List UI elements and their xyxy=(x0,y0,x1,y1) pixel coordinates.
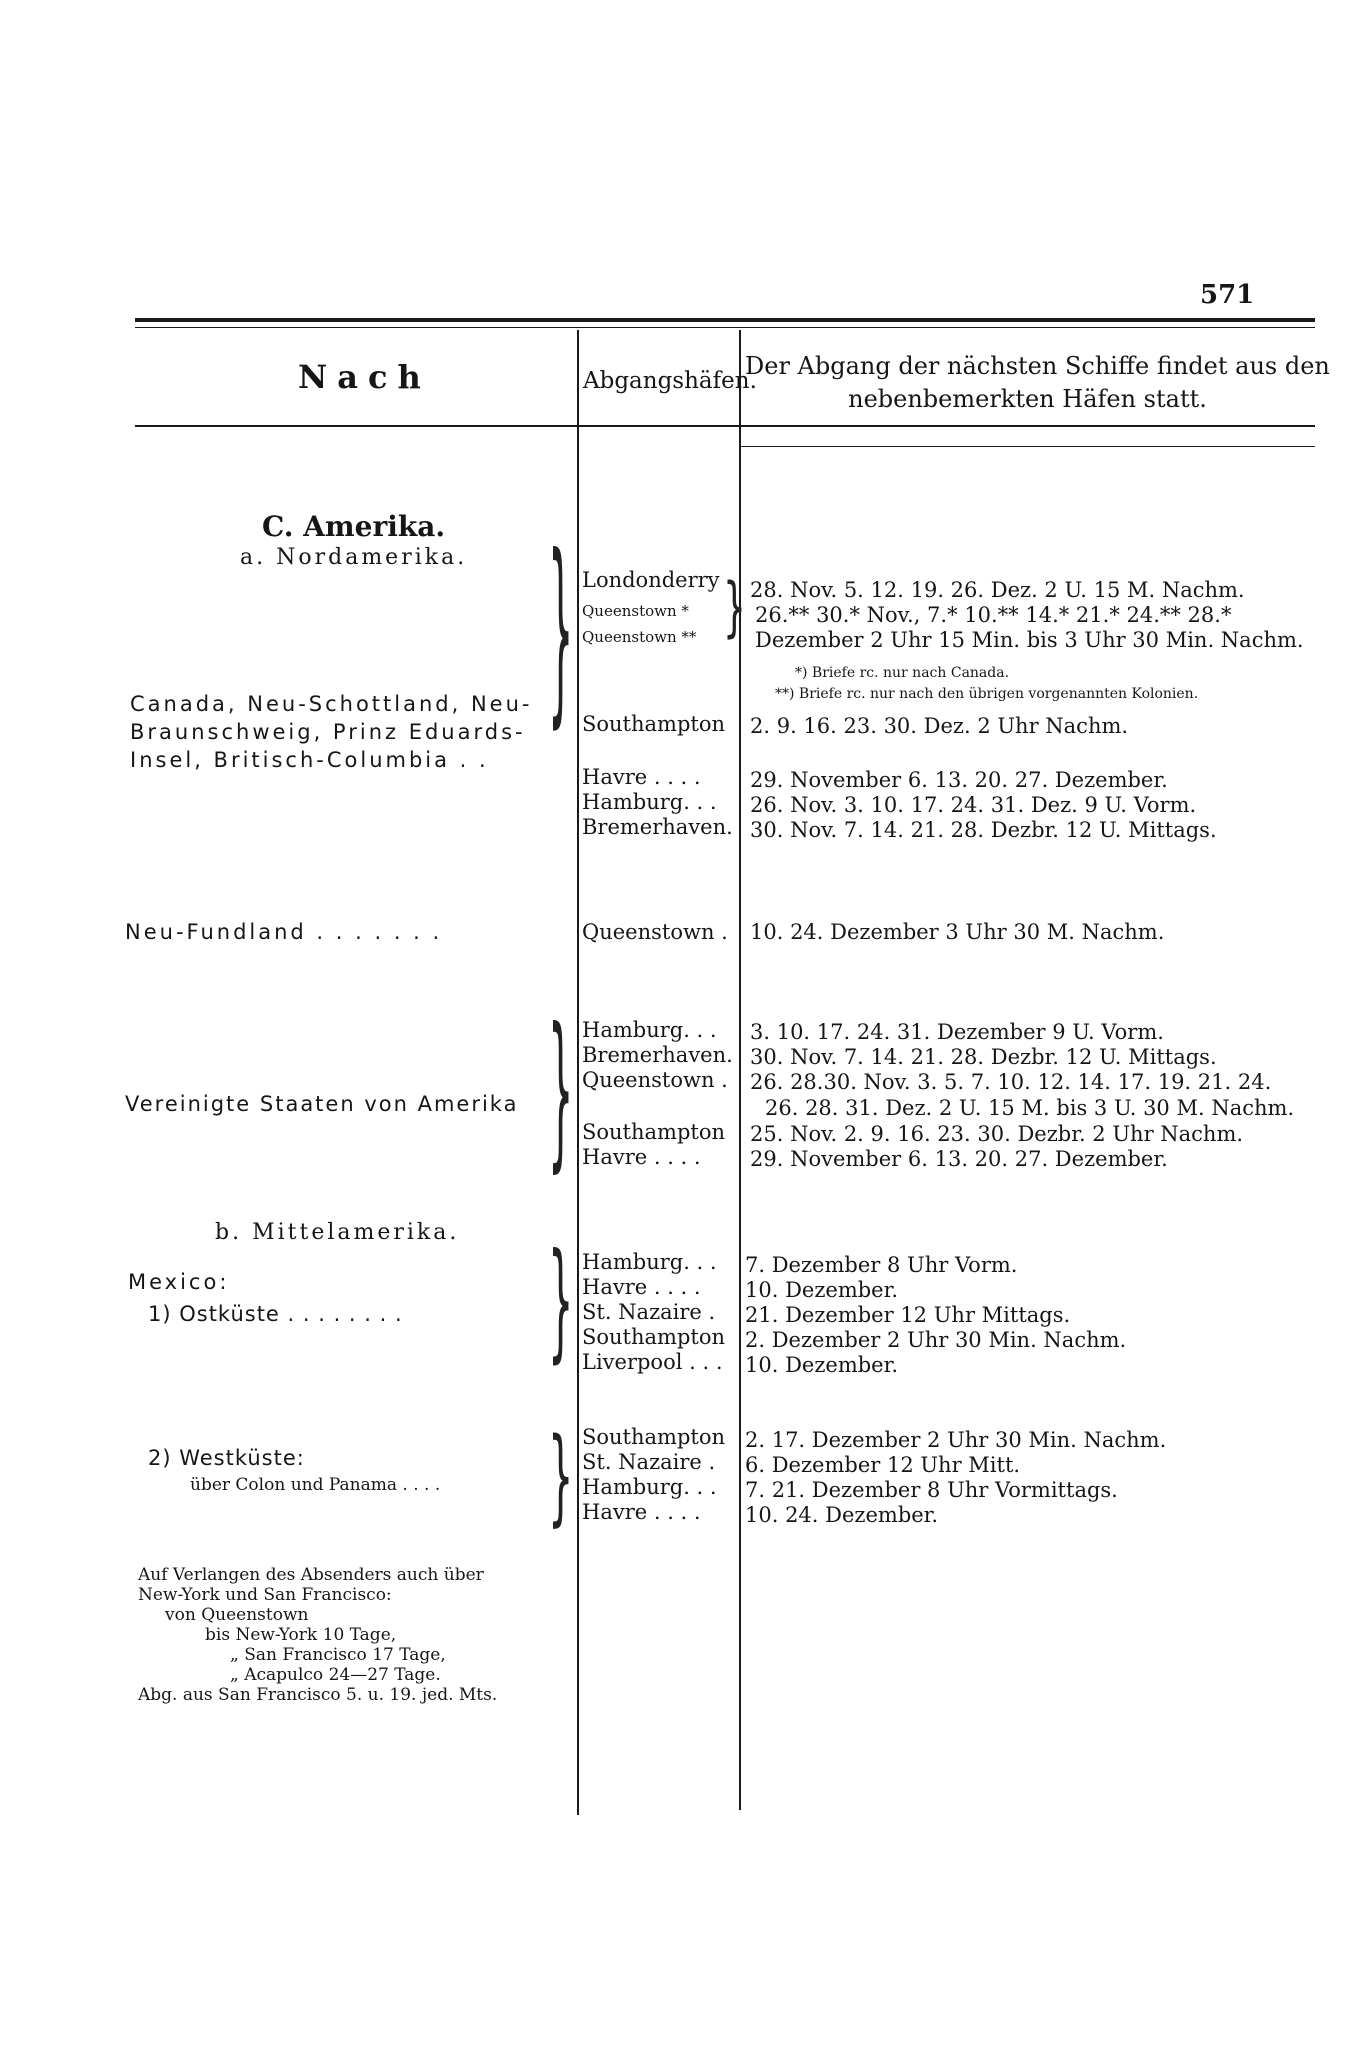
port-mex-east-hamburg: Hamburg. . . xyxy=(582,1250,717,1274)
section-title-america: C. Amerika. xyxy=(262,510,446,543)
canada-sched-bremerhaven: 30. Nov. 7. 14. 21. 28. Dezbr. 12 U. Mittags. xyxy=(750,818,1217,842)
port-mex-east-havre: Havre . . . . xyxy=(582,1275,701,1299)
port-newfoundland-queenstown: Queenstown . xyxy=(582,920,728,944)
heading-central-america: b. Mittelamerika. xyxy=(215,1220,460,1245)
canada-sched-3: Dezember 2 Uhr 15 Min. bis 3 Uhr 30 Min. Nachm. xyxy=(755,628,1304,652)
footnote-line-2: New-York und San Francisco: xyxy=(138,1585,392,1605)
dest-canada-line3: Insel, Britisch-Columbia . . xyxy=(130,748,489,772)
mexico-east-brace: } xyxy=(548,1229,574,1377)
mex-east-sched-2: 10. Dezember. xyxy=(745,1278,899,1302)
canada-sched-hamburg: 26. Nov. 3. 10. 17. 24. 31. Dez. 9 U. Vorm. xyxy=(750,793,1197,817)
footnote-line-7: Abg. aus San Francisco 5. u. 19. jed. Mts. xyxy=(138,1685,498,1705)
footnote-line-4: bis New-York 10 Tage, xyxy=(205,1625,397,1645)
port-mex-west-southampton: Southampton xyxy=(582,1425,726,1449)
dest-canada-line1: Canada, Neu-Schottland, Neu- xyxy=(130,692,533,716)
footnote-line-5: „ San Francisco 17 Tage, xyxy=(230,1645,446,1665)
header-schedule-line1: Der Abgang der nächsten Schiffe findet aus den xyxy=(745,352,1330,380)
port-southampton: Southampton xyxy=(582,712,726,736)
usa-sched-2: 30. Nov. 7. 14. 21. 28. Dezbr. 12 U. Mittags. xyxy=(750,1045,1217,1069)
port-mex-east-liverpool: Liverpool . . . xyxy=(582,1350,723,1374)
usa-sched-6: 29. November 6. 13. 20. 27. Dezember. xyxy=(750,1147,1168,1171)
top-rule-thin xyxy=(135,327,1315,328)
footnote-line-3: von Queenstown xyxy=(165,1605,309,1625)
port-hamburg: Hamburg. . . xyxy=(582,790,717,814)
mexico-west-brace: } xyxy=(548,1418,574,1538)
usa-sched-1: 3. 10. 17. 24. 31. Dezember 9 U. Vorm. xyxy=(750,1020,1164,1044)
mex-west-sched-4: 10. 24. Dezember. xyxy=(745,1503,939,1527)
newfoundland-sched: 10. 24. Dezember 3 Uhr 30 M. Nachm. xyxy=(750,920,1165,944)
footnote-line-6: „ Acapulco 24—27 Tage. xyxy=(230,1665,441,1685)
mex-east-sched-3: 21. Dezember 12 Uhr Mittags. xyxy=(745,1303,1071,1327)
port-queenstown-1: Queenstown * xyxy=(582,602,689,620)
port-mex-west-hamburg: Hamburg. . . xyxy=(582,1475,717,1499)
mexico-west-label: 2) Westküste: xyxy=(148,1446,305,1470)
port-bremerhaven: Bremerhaven. xyxy=(582,815,733,839)
port-mex-west-stnazaire: St. Nazaire . xyxy=(582,1450,716,1474)
canada-note-1: *) Briefe rc. nur nach Canada. xyxy=(795,665,1010,681)
header-bottom-rule-2 xyxy=(740,446,1315,447)
header-schedule xyxy=(745,350,1330,416)
usa-sched-5: 25. Nov. 2. 9. 16. 23. 30. Dezbr. 2 Uhr Nachm. xyxy=(750,1122,1244,1146)
port-usa-southampton: Southampton xyxy=(582,1120,726,1144)
port-mex-east-stnazaire: St. Nazaire . xyxy=(582,1300,716,1324)
mex-west-sched-2: 6. Dezember 12 Uhr Mitt. xyxy=(745,1453,1021,1477)
port-havre: Havre . . . . xyxy=(582,765,701,789)
column-divider-1 xyxy=(577,330,579,1815)
header-departure-ports: Abgangshäfen. xyxy=(583,368,757,394)
dest-newfoundland: Neu-Fundland . . . . . . . xyxy=(125,920,443,944)
canada-sched-1: 28. Nov. 5. 12. 19. 26. Dez. 2 U. 15 M. Nachm. xyxy=(750,578,1245,602)
mexico-east-label: 1) Ostküste . . . . . . . . xyxy=(148,1302,403,1326)
mex-east-sched-4: 2. Dezember 2 Uhr 30 Min. Nachm. xyxy=(745,1328,1127,1352)
port-mex-east-southampton: Southampton xyxy=(582,1325,726,1349)
mex-east-sched-1: 7. Dezember 8 Uhr Vorm. xyxy=(745,1253,1018,1277)
mexico-label: Mexico: xyxy=(128,1270,230,1294)
dest-canada-line2: Braunschweig, Prinz Eduards- xyxy=(130,720,526,744)
mexico-west-sub: über Colon und Panama . . . . xyxy=(190,1475,441,1495)
canada-note-2: **) Briefe rc. nur nach den übrigen vorgenannten Kolonien. xyxy=(775,686,1199,702)
canada-sched-2: 26.** 30.* Nov., 7.* 10.** 14.* 21.* 24.** 28.* xyxy=(755,603,1232,627)
canada-brace-ports: } xyxy=(723,571,746,646)
port-queenstown-2: Queenstown ** xyxy=(582,628,697,646)
port-usa-queenstown: Queenstown . xyxy=(582,1068,728,1092)
port-usa-havre: Havre . . . . xyxy=(582,1145,701,1169)
header-destination: Nach xyxy=(298,358,431,396)
dest-usa: Vereinigte Staaten von Amerika xyxy=(125,1092,519,1116)
top-rule xyxy=(135,318,1315,322)
mex-east-sched-5: 10. Dezember. xyxy=(745,1353,899,1377)
canada-sched-southampton: 2. 9. 16. 23. 30. Dez. 2 Uhr Nachm. xyxy=(750,714,1129,738)
header-schedule-line2: nebenbemerkten Häfen statt. xyxy=(848,385,1207,413)
usa-sched-3: 26. 28.30. Nov. 3. 5. 7. 10. 12. 14. 17. 19. 21. 24. xyxy=(750,1070,1272,1094)
footnote-line-1: Auf Verlangen des Absenders auch über xyxy=(138,1565,484,1585)
canada-brace-left: } xyxy=(548,518,574,748)
mex-west-sched-1: 2. 17. Dezember 2 Uhr 30 Min. Nachm. xyxy=(745,1428,1167,1452)
usa-sched-4: 26. 28. 31. Dez. 2 U. 15 M. bis 3 U. 30 M. Nachm. xyxy=(765,1096,1295,1120)
port-londonderry: Londonderry xyxy=(582,568,720,592)
port-usa-hamburg: Hamburg. . . xyxy=(582,1018,717,1042)
port-usa-bremerhaven: Bremerhaven. xyxy=(582,1043,733,1067)
column-divider-2 xyxy=(739,330,741,1810)
canada-sched-havre: 29. November 6. 13. 20. 27. Dezember. xyxy=(750,768,1168,792)
header-bottom-rule xyxy=(135,425,1315,427)
heading-north-america: a. Nordamerika. xyxy=(240,545,468,570)
port-mex-west-havre: Havre . . . . xyxy=(582,1500,701,1524)
mex-west-sched-3: 7. 21. Dezember 8 Uhr Vormittags. xyxy=(745,1478,1118,1502)
usa-brace: } xyxy=(548,996,574,1190)
page-number: 571 xyxy=(1200,280,1255,310)
